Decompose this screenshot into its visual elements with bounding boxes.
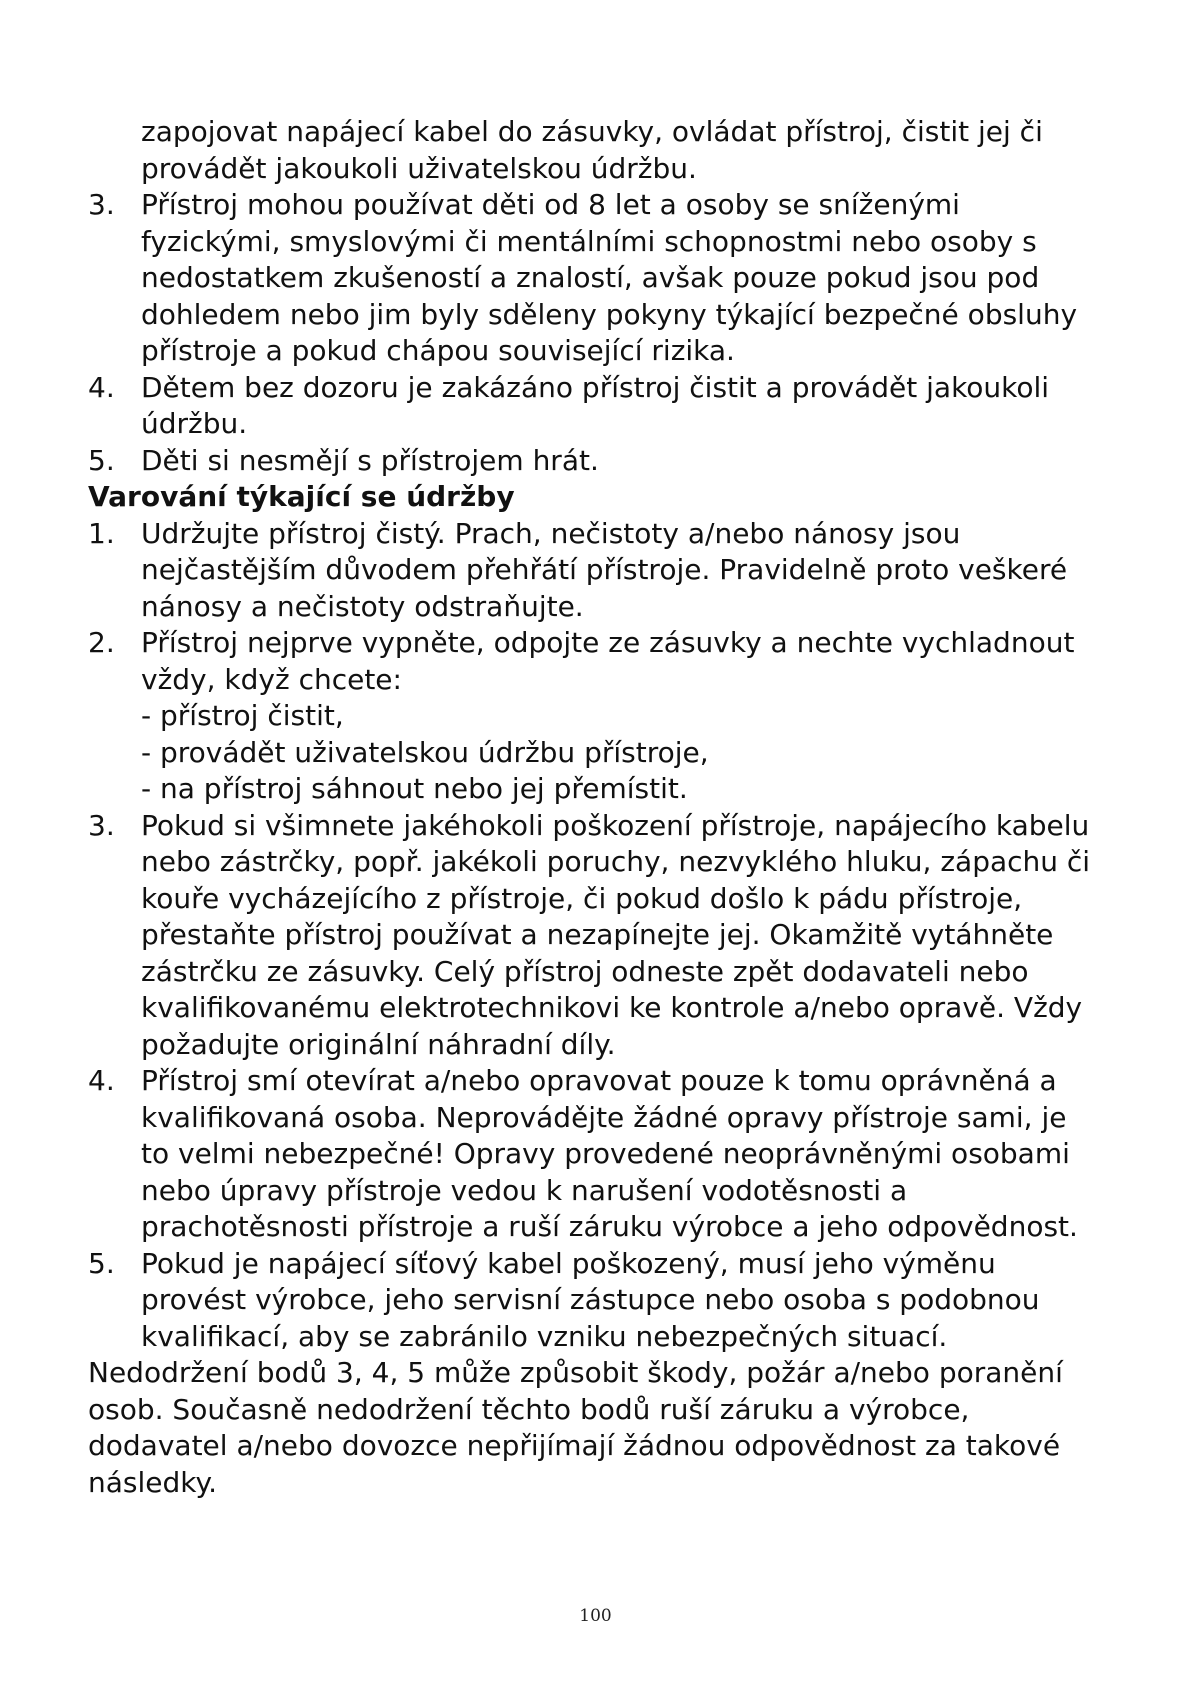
text-line: Přístroj mohou používat děti od 8 let a osoby se sníženými	[141, 188, 960, 221]
text-line: provádět jakoukoli uživatelskou údržbu.	[141, 151, 697, 185]
bullet-line: - přístroj čistit,	[141, 699, 344, 732]
bullet-line: - na přístroj sáhnout nebo jej přemístit.	[141, 772, 688, 805]
text-line: nebo zástrčky, popř. jakékoli poruchy, nezvyklého hluku, zápachu či	[141, 845, 1091, 878]
text-line: to velmi nebezpečné! Opravy provedené neoprávněnými osobami	[141, 1137, 1070, 1170]
text-line: kouře vycházejícího z přístroje, či pokud došlo k pádu přístroje,	[141, 881, 1023, 915]
text-line: nedostatkem zkušeností a znalostí, avšak pouze pokud jsou pod	[141, 261, 1040, 294]
text-line: zástrčku ze zásuvky. Celý přístroj odneste zpět dodavateli nebo	[141, 954, 1029, 988]
text-line: Udržujte přístroj čistý. Prach, nečistoty a/nebo nánosy jsou	[141, 516, 961, 550]
text-line: prachotěsnosti přístroje a ruší záruku výrobce a jeho odpovědnost.	[141, 1210, 1078, 1243]
text-line: provést výrobce, jeho servisní zástupce nebo osoba s podobnou	[141, 1283, 1040, 1316]
text-line: Pokud je napájecí síťový kabel poškozený, musí jeho výměnu	[141, 1246, 996, 1280]
list-number: 5.	[88, 443, 115, 477]
list-number: 2.	[88, 626, 115, 659]
list-number: 3.	[88, 188, 115, 221]
document-body	[88, 114, 1118, 1501]
list-number: 1.	[88, 516, 115, 550]
text-line: kvalifikovaná osoba. Neprovádějte žádné opravy přístroje sami, je	[141, 1100, 1067, 1134]
text-line: následky.	[88, 1465, 217, 1499]
text-line: vždy, když chcete:	[141, 662, 402, 696]
list-item	[88, 187, 1118, 370]
list-item	[88, 516, 1118, 626]
text-line: Dětem bez dozoru je zakázáno přístroj čistit a provádět jakoukoli	[141, 370, 1050, 404]
continuation-paragraph	[88, 114, 1118, 187]
list-item	[88, 370, 1118, 443]
text-line: nebo úpravy přístroje vedou k narušení vodotěsnosti a	[141, 1173, 908, 1207]
text-line: přestaňte přístroj používat a nezapínejte jej. Okamžitě vytáhněte	[141, 918, 1054, 951]
text-line: fyzickými, smyslovými či mentálními schopnostmi nebo osoby s	[141, 224, 1037, 258]
section-heading: Varování týkající se údržby	[88, 480, 515, 513]
text-line: nejčastějším důvodem přehřátí přístroje. Pravidelně proto veškeré	[141, 553, 1068, 586]
list-item	[88, 443, 1118, 480]
list-number: 5.	[88, 1246, 115, 1280]
text-line: dohledem nebo jim byly sděleny pokyny týkající bezpečné obsluhy	[141, 297, 1078, 331]
text-line: Nedodržení bodů 3, 4, 5 může způsobit škody, požár a/nebo poranění	[88, 1356, 1063, 1389]
page-number: 100	[579, 1606, 612, 1626]
list-number: 4.	[88, 1064, 115, 1097]
bullet-line: - provádět uživatelskou údržbu přístroje,	[141, 735, 709, 769]
list-number: 4.	[88, 370, 115, 404]
list-item	[88, 1246, 1118, 1356]
text-line: kvalifikovanému elektrotechnikovi ke kontrole a/nebo opravě. Vždy	[141, 991, 1083, 1024]
closing-paragraph	[88, 1355, 1118, 1501]
text-line: Přístroj smí otevírat a/nebo opravovat pouze k tomu oprávněná a	[141, 1064, 1057, 1097]
list-number: 3.	[88, 808, 115, 842]
text-line: Pokud si všimnete jakéhokoli poškození přístroje, napájecího kabelu	[141, 808, 1090, 842]
text-line: požadujte originální náhradní díly.	[141, 1027, 616, 1061]
text-line: Děti si nesmějí s přístrojem hrát.	[141, 443, 599, 477]
children-safety-list	[88, 187, 1118, 479]
list-item	[88, 808, 1118, 1064]
text-line: Přístroj nejprve vypněte, odpojte ze zásuvky a nechte vychladnout	[141, 626, 1075, 659]
text-line: přístroje a pokud chápou související rizika.	[141, 334, 735, 367]
text-line: kvalifikací, aby se zabránilo vzniku nebezpečných situací.	[141, 1319, 948, 1353]
text-line: dodavatel a/nebo dovozce nepřijímají žádnou odpovědnost za takové	[88, 1429, 1061, 1462]
text-line: osob. Současně nedodržení těchto bodů ruší záruku a výrobce,	[88, 1392, 970, 1426]
text-line: nánosy a nečistoty odstraňujte.	[141, 589, 584, 623]
list-item	[88, 625, 1118, 808]
text-line: údržbu.	[141, 407, 248, 440]
text-line: zapojovat napájecí kabel do zásuvky, ovládat přístroj, čistit jej či	[141, 115, 1043, 148]
list-item	[88, 1063, 1118, 1246]
maintenance-warning-list	[88, 516, 1118, 1356]
